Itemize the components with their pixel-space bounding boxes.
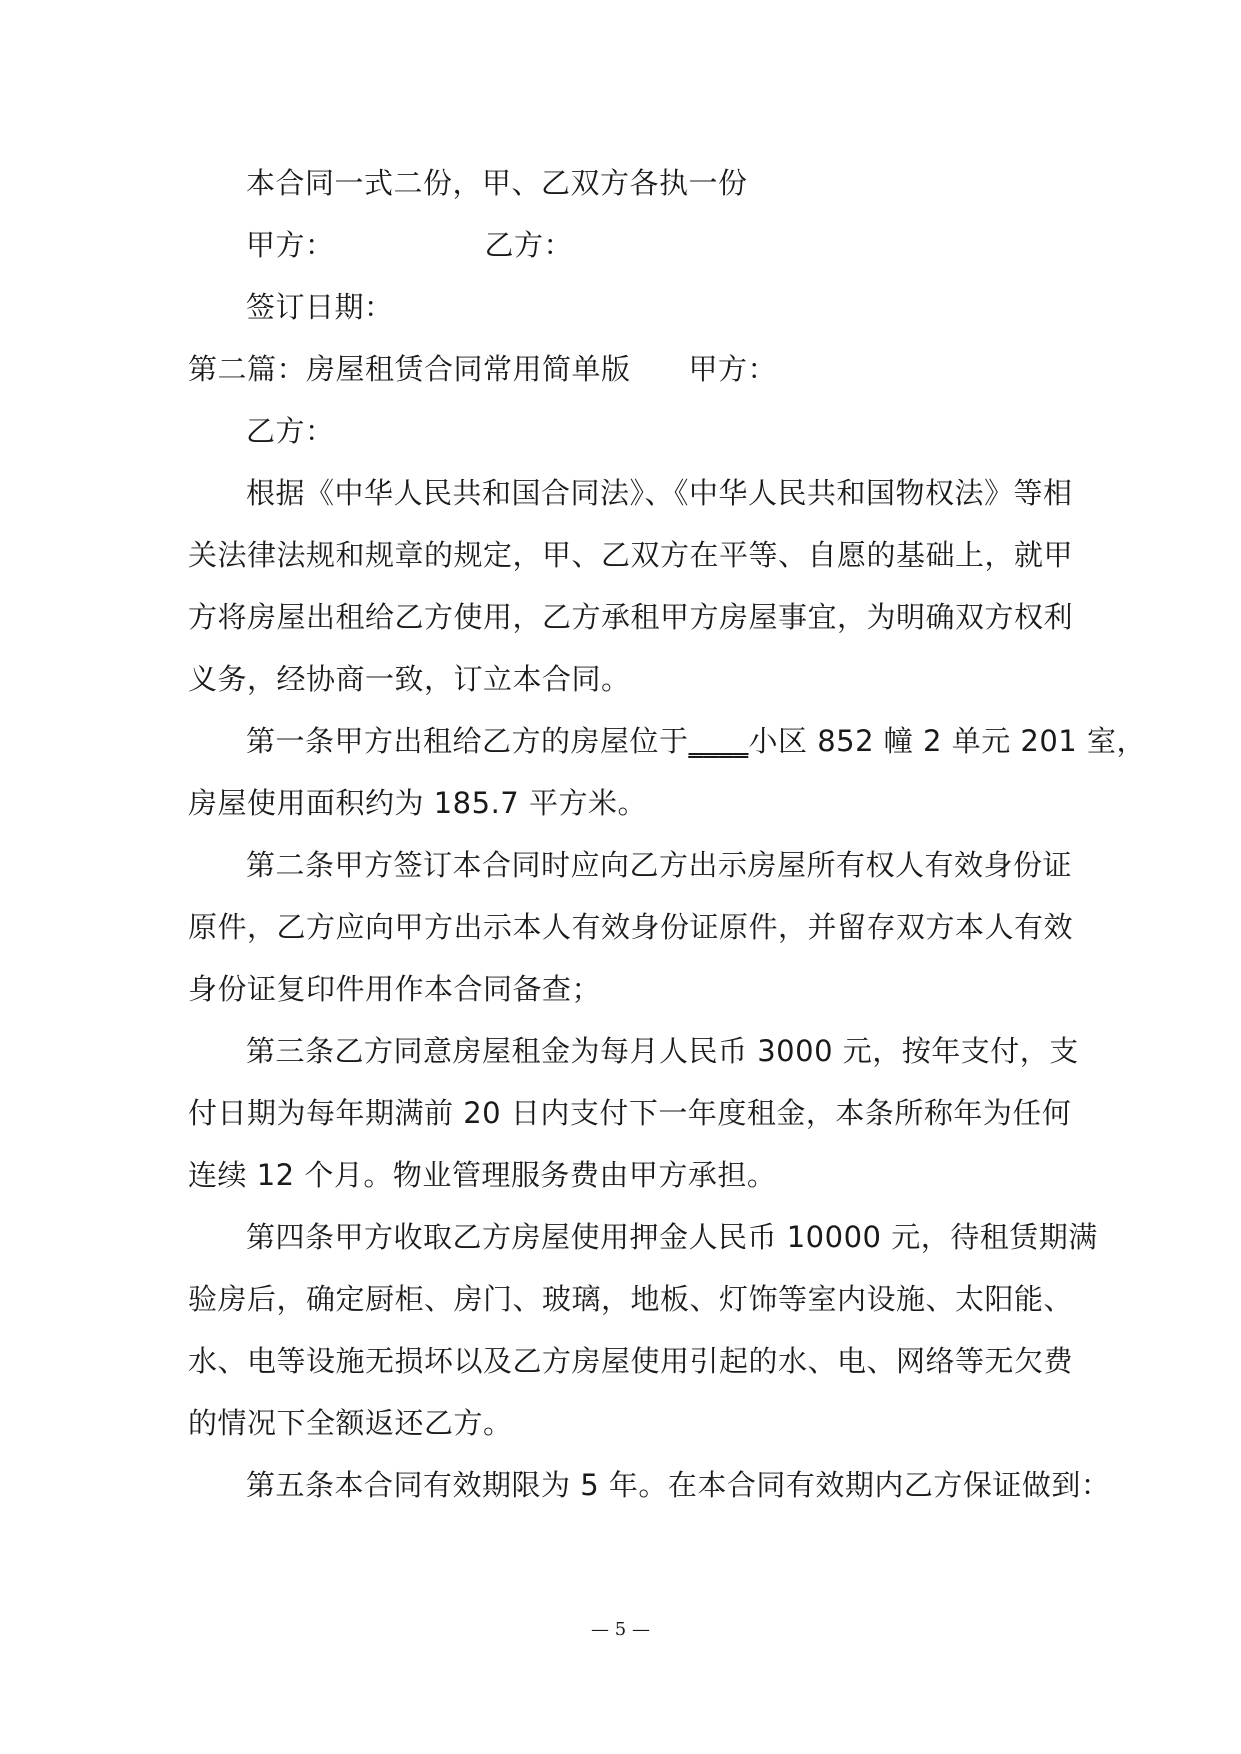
paragraph-line: 方将房屋出租给乙方使用，乙方承租甲方房屋事宜，为明确双方权利 <box>188 600 1074 634</box>
paragraph-line: 根据《中华人民共和国合同法》、《中华人民共和国物权法》等相 <box>246 476 1073 510</box>
copies-clause: 本合同一式二份，甲、乙双方各执一份 <box>246 166 748 200</box>
page-number: — 5 — <box>591 1619 650 1640</box>
article-1-paragraph <box>188 710 1146 834</box>
party-b-label: 乙方： <box>484 228 574 262</box>
paragraph-line: 关法律法规和规章的规定，甲、乙双方在平等、自愿的基础上，就甲 <box>188 538 1074 572</box>
article-1-text-b: 小区 852 幢 2 单元 201 室， <box>748 724 1146 758</box>
paragraph-line: 原件，乙方应向甲方出示本人有效身份证原件，并留存双方本人有效 <box>188 910 1074 944</box>
paragraph-line: 房屋使用面积约为 185.7 平方米。 <box>188 786 647 820</box>
article-4-paragraph <box>188 1206 1098 1454</box>
paragraph-line: 身份证复印件用作本合同备查； <box>188 972 602 1006</box>
paragraph-line: 第二条甲方签订本合同时应向乙方出示房屋所有权人有效身份证 <box>246 848 1073 882</box>
preamble-paragraph <box>188 462 1074 710</box>
paragraph-line: 第五条本合同有效期限为 5 年。在本合同有效期内乙方保证做到： <box>246 1468 1111 1502</box>
signature-parties-line <box>188 214 1068 276</box>
paragraph-line: 验房后，确定厨柜、房门、玻璃，地板、灯饰等室内设施、太阳能、 <box>188 1282 1074 1316</box>
section-title-line <box>188 338 1068 400</box>
party-a-label: 甲方： <box>246 228 335 262</box>
paragraph-line: 付日期为每年期满前 20 日内支付下一年度租金，本条所称年为任何 <box>188 1096 1072 1130</box>
paragraph-line: 第四条甲方收取乙方房屋使用押金人民币 10000 元，待租赁期满 <box>246 1220 1098 1254</box>
article-1-text-a: 第一条甲方出租给乙方的房屋位于 <box>246 724 689 758</box>
article-3-paragraph <box>188 1020 1079 1206</box>
document-body <box>188 152 1146 1516</box>
section-party-a-label: 甲方： <box>688 352 778 386</box>
paragraph-line: 第三条乙方同意房屋租金为每月人民币 3000 元，按年支付，支 <box>246 1034 1079 1068</box>
blank-community-name: ____ <box>688 724 749 758</box>
signing-date-label: 签订日期： <box>246 290 394 324</box>
paragraph-line <box>188 710 1146 772</box>
paragraph-line: 连续 12 个月。物业管理服务费由甲方承担。 <box>188 1158 777 1192</box>
article-5-paragraph <box>188 1454 1111 1516</box>
section-title: 第二篇：房屋租赁合同常用简单版 <box>188 352 631 386</box>
paragraph-line: 义务，经协商一致，订立本合同。 <box>188 662 631 696</box>
section-party-b-label: 乙方： <box>246 414 335 448</box>
paragraph-line: 水、电等设施无损坏以及乙方房屋使用引起的水、电、网络等无欠费 <box>188 1344 1074 1378</box>
article-2-paragraph <box>188 834 1074 1020</box>
paragraph-line: 的情况下全额返还乙方。 <box>188 1406 513 1440</box>
